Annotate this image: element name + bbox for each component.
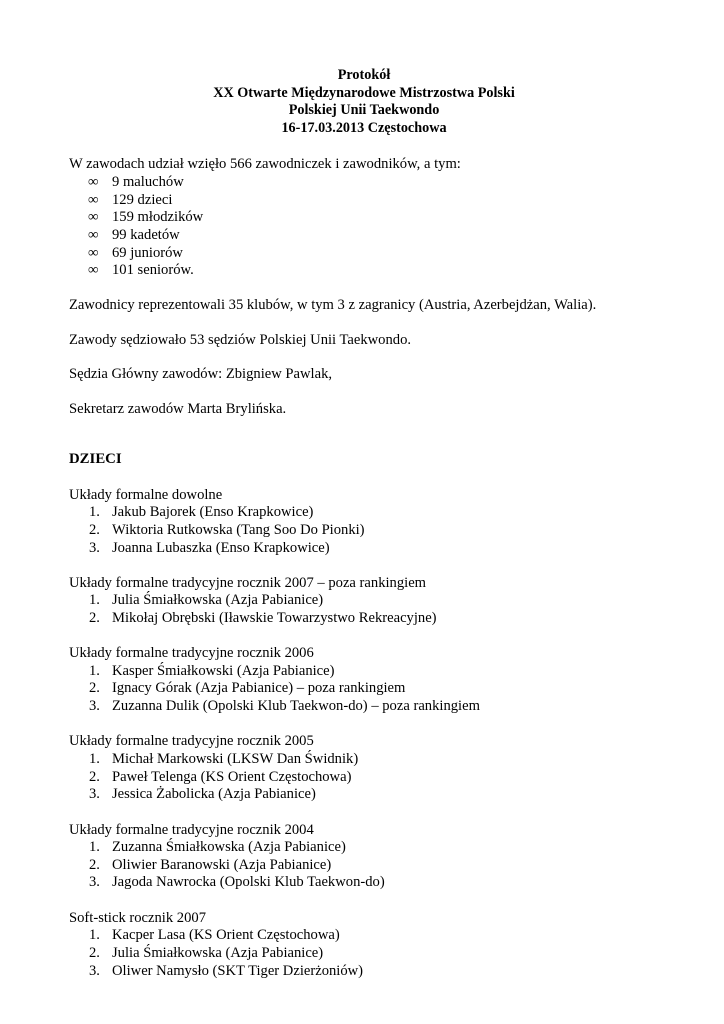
result-item [69, 504, 659, 522]
chief-referee-paragraph: Sędzia Główny zawodów: Zbigniew Pawlak, [69, 366, 333, 383]
category-title: Układy formalne tradycyjne rocznik 2004 [69, 821, 314, 838]
document-page [69, 67, 659, 980]
category-title: Układy formalne tradycyjne rocznik 2005 [69, 733, 314, 750]
results-list [69, 927, 659, 980]
infinity-bullet-icon: ∞ [88, 244, 99, 261]
result-item [69, 786, 659, 804]
result-rank: 1. [89, 504, 100, 521]
result-rank: 2. [89, 680, 100, 697]
list-item [69, 209, 659, 227]
list-item-text: 101 seniorów. [112, 262, 194, 279]
result-text: Jagoda Nawrocka (Opolski Klub Taekwon-do) [112, 874, 385, 891]
result-text: Oliwier Baranowski (Azja Pabianice) [112, 856, 332, 873]
intro-text: W zawodach udział wzięło 566 zawodniczek i zawodników, a tym: [69, 156, 461, 173]
result-rank: 3. [89, 874, 100, 891]
result-rank: 1. [89, 662, 100, 679]
result-item [69, 874, 659, 892]
category-title: Soft-stick rocznik 2007 [69, 909, 206, 926]
category-block [69, 645, 659, 716]
header-event-name: XX Otwarte Międzynarodowe Mistrzostwa Polski [213, 84, 515, 101]
category-title: Układy formalne dowolne [69, 486, 223, 503]
result-rank: 3. [89, 786, 100, 803]
infinity-bullet-icon: ∞ [88, 227, 99, 244]
results-list [69, 504, 659, 557]
result-text: Julia Śmiałkowska (Azja Pabianice) [112, 944, 324, 961]
result-item [69, 663, 659, 681]
list-item-text: 99 kadetów [112, 227, 180, 244]
result-item [69, 839, 659, 857]
result-item [69, 963, 659, 981]
result-text: Zuzanna Śmiałkowska (Azja Pabianice) [112, 839, 346, 856]
result-item [69, 698, 659, 716]
result-rank: 2. [89, 521, 100, 538]
result-item [69, 592, 659, 610]
participants-list [69, 174, 659, 280]
result-text: Kacper Lasa (KS Orient Częstochowa) [112, 927, 340, 944]
header-organizer: Polskiej Unii Taekwondo [288, 102, 440, 119]
result-item [69, 769, 659, 787]
result-text: Kasper Śmiałkowski (Azja Pabianice) [112, 662, 335, 679]
result-item [69, 751, 659, 769]
secretary-paragraph: Sekretarz zawodów Marta Brylińska. [69, 400, 287, 417]
list-item [69, 174, 659, 192]
category-block [69, 733, 659, 804]
infinity-bullet-icon: ∞ [88, 173, 99, 190]
results-list [69, 751, 659, 804]
result-text: Jakub Bajorek (Enso Krapkowice) [112, 504, 314, 521]
result-text: Wiktoria Rutkowska (Tang Soo Do Pionki) [112, 521, 365, 538]
header-title: Protokół [337, 67, 391, 83]
result-rank: 2. [89, 610, 100, 626]
result-text: Julia Śmiałkowska (Azja Pabianice) [112, 592, 324, 609]
result-text: Ignacy Górak (Azja Pabianice) – poza rankingiem [112, 680, 406, 697]
result-text: Joanna Lubaszka (Enso Krapkowice) [112, 539, 330, 556]
result-rank: 3. [89, 698, 100, 715]
result-text: Paweł Telenga (KS Orient Częstochowa) [112, 768, 352, 785]
infinity-bullet-icon: ∞ [88, 262, 99, 279]
result-text: Zuzanna Dulik (Opolski Klub Taekwon-do) – poza rankingiem [112, 698, 480, 715]
result-text: Oliwer Namysło (SKT Tiger Dzierżoniów) [112, 962, 364, 979]
list-item-text: 9 maluchów [112, 173, 184, 190]
category-block [69, 487, 659, 558]
list-item [69, 262, 659, 280]
clubs-paragraph: Zawodnicy reprezentowali 35 klubów, w tym 3 z zagranicy (Austria, Azerbejdżan, Walia). [69, 297, 597, 314]
category-title: Układy formalne tradycyjne rocznik 2007 – poza rankingiem [69, 574, 427, 591]
results-list [69, 839, 659, 892]
infinity-bullet-icon: ∞ [88, 209, 99, 226]
result-text: Mikołaj Obrębski (Iławskie Towarzystwo Rekreacyjne) [112, 610, 437, 626]
infinity-bullet-icon: ∞ [88, 191, 99, 208]
category-block [69, 822, 659, 893]
category-block [69, 910, 659, 981]
section-heading: DZIECI [69, 451, 122, 468]
result-rank: 2. [89, 768, 100, 785]
list-item [69, 192, 659, 210]
result-rank: 2. [89, 944, 100, 961]
referees-paragraph: Zawody sędziowało 53 sędziów Polskiej Unii Taekwondo. [69, 331, 412, 348]
list-item-text: 69 juniorów [112, 244, 183, 261]
result-rank: 1. [89, 839, 100, 856]
list-item-text: 159 młodzików [112, 209, 204, 226]
result-item [69, 540, 659, 558]
list-item [69, 227, 659, 245]
list-item [69, 245, 659, 263]
header-date-place: 16-17.03.2013 Częstochowa [281, 119, 447, 136]
category-block [69, 575, 659, 628]
result-text: Jessica Żabolicka (Azja Pabianice) [112, 786, 316, 803]
results-list [69, 592, 659, 627]
result-rank: 2. [89, 856, 100, 873]
document-header [69, 67, 659, 137]
result-rank: 1. [89, 750, 100, 767]
result-item [69, 857, 659, 875]
result-rank: 3. [89, 962, 100, 979]
result-item [69, 927, 659, 945]
result-item [69, 610, 659, 628]
result-rank: 1. [89, 592, 100, 609]
intro-section [69, 156, 659, 280]
list-item-text: 129 dzieci [112, 191, 173, 208]
result-item [69, 522, 659, 540]
result-rank: 1. [89, 927, 100, 944]
result-rank: 3. [89, 539, 100, 556]
category-title: Układy formalne tradycyjne rocznik 2006 [69, 645, 314, 662]
results-list [69, 663, 659, 716]
result-item [69, 680, 659, 698]
result-text: Michał Markowski (LKSW Dan Świdnik) [112, 750, 359, 767]
result-item [69, 945, 659, 963]
